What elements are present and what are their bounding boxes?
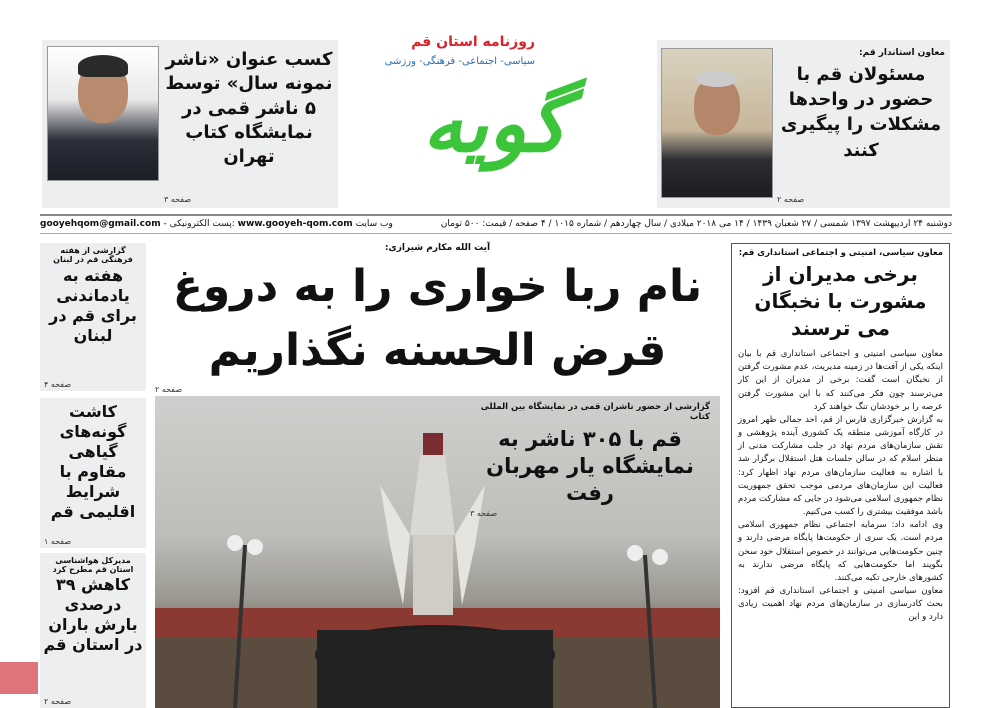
headline: کاهش ۳۹ درصدی بارش باران در استان قم <box>43 575 143 654</box>
photo-caption <box>470 402 710 519</box>
right-article[interactable] <box>731 243 950 708</box>
main-headline[interactable]: نام ربا خواری را به دروغ قرض الحسنه نگذاریم <box>172 261 703 376</box>
page-ref: صفحه ۲ <box>777 195 805 204</box>
website-link[interactable]: www.gooyeh-qom.com <box>237 219 353 229</box>
contact-line <box>40 216 393 233</box>
info-bar <box>40 214 952 234</box>
body-paragraph: معاون سیاسی امنیتی و اجتماعی استانداری قم افزود: بحث کادرسازی در سازمان‌های مردم نهاد اهمیت زیادی دارد و این <box>738 586 943 623</box>
left-teaser-1[interactable] <box>40 243 146 391</box>
left-teaser-3[interactable] <box>40 553 146 708</box>
headline: برخی مدیران از مشورت با نخبگان می ترسند <box>754 262 927 340</box>
watermark <box>0 662 38 694</box>
email-label: - پست الکترونیکی: <box>163 219 235 229</box>
left-teaser-2[interactable] <box>40 398 146 548</box>
masthead-logo <box>345 32 640 207</box>
kicker: گزارشی از هفته فرهنگی قم در لبنان <box>53 246 133 264</box>
portrait-photo <box>47 46 159 181</box>
kicker: مدیرکل هواشناسی استان قم مطرح کرد <box>52 556 134 574</box>
page-ref: صفحه ۴ <box>44 380 72 389</box>
body-paragraph: وی ادامه داد: سرمایه اجتماعی نظام جمهوری اسلامی مردم است. یک سری از حکومت‌ها پایگاه مرضی دارند و چنین حکومت‌هایی می‌توانند در خصوص استقلال خود سخن بگویند اما حکومت‌هایی که پایگاه مرضی ندارند به کشورهای خارجی تکیه می‌کنند. <box>738 520 943 583</box>
main-kicker: آیت الله مکارم شیرازی: <box>384 243 491 253</box>
headline: کسب عنوان «ناشر نمونه سال» توسط ۵ ناشر قمی در نمایشگاه کتاب تهران <box>165 49 333 168</box>
main-page-ref: صفحه ۲ <box>155 384 183 394</box>
kicker: معاون سیاسی، امنیتی و اجتماعی استانداری قم: <box>738 248 943 258</box>
masthead-name: گویه <box>422 77 568 170</box>
main-photo[interactable] <box>155 396 720 708</box>
photo-page-ref: صفحه ۳ <box>470 509 498 519</box>
masthead-tagline: روزنامه استان قم <box>411 34 535 50</box>
masthead-subtitle: سیاسی- اجتماعی- فرهنگی- ورزشی <box>384 56 535 67</box>
page-ref: صفحه ۲ <box>44 697 72 706</box>
website-label: وب سایت <box>355 219 393 229</box>
page-ref: صفحه ۳ <box>164 195 192 204</box>
portrait-photo <box>661 48 773 198</box>
photo-kicker: گزارشی از حضور ناشران قمی در نمایشگاه بین المللی کتاب <box>480 401 710 422</box>
photo-headline[interactable]: قم با ۳۰۵ ناشر به نمایشگاه یار مهربان رفت <box>486 426 694 506</box>
headline: هفته به یادماندنی برای قم در لبنان <box>49 266 137 345</box>
top-left-teaser[interactable] <box>42 40 338 208</box>
body-paragraph: به گزارش خبرگزاری فارس از قم، احد جمالی ظهر امروز در کارگاه آموزشی منطقه یک کشوری آینده پژوهشی و نقش سازمان‌های مردم نهاد در جلب مشارکت مدنی از منظر اسلام که در سالن جلسات هتل استقلال برگزار شد با اشاره به فعالیت سازمان‌های مردم نهاد اظهار کرد: فعالیت این سازمان‌های مردمی موجب تحقق جمهوریت نظام جمهوری اسلامی می‌شود در جایی که مشارکت مردم باشد موفقیت بیشتری را کسب می‌کنیم. <box>738 414 943 518</box>
kicker: معاون استاندار قم: <box>859 48 945 58</box>
headline: مسئولان قم با حضور در واحدها مشکلات را پیگیری کنند <box>780 64 942 161</box>
main-story <box>155 243 720 708</box>
date-line: دوشنبه ۲۴ اردیبهشت ۱۳۹۷ شمسی / ۲۷ شعبان ۱۴۳۹ / ۱۴ می ۲۰۱۸ میلادی / سال چهاردهم / شماره ۱۰۱۵ / ۴ صفحه / قیمت: ۵۰۰ تومان <box>440 219 952 229</box>
page-ref: صفحه ۱ <box>44 537 72 546</box>
headline: کاشت گونه‌های گیاهی مقاوم با شرایط اقلیمی قم <box>50 402 136 521</box>
body-paragraph: معاون سیاسی امنیتی و اجتماعی استانداری قم با بیان اینکه یکی از آفت‌ها در زمینه مدیریت، عدم مشورت گرفتن از نخبگان است گفت: برخی از مدیران از این کار می‌ترسند چون فکر می‌کنند که با این مشورت گرفتن عرصه را بر خودشان تنگ خواهند کرد <box>738 349 943 412</box>
top-right-teaser[interactable] <box>657 40 950 208</box>
email-link[interactable]: gooyehqom@gmail.com <box>40 219 161 229</box>
